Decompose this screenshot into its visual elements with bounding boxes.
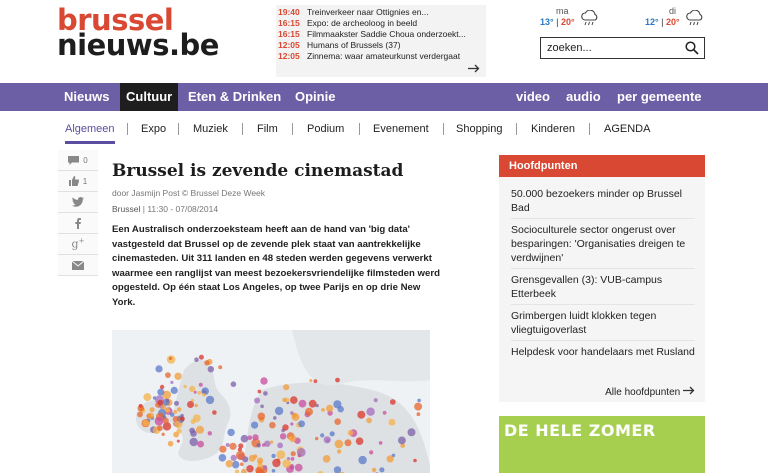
map-dot [180, 416, 185, 421]
ticker-text: Filmmaakster Saddie Choua onderzoekt... [307, 29, 466, 39]
weather-high: 20° [561, 17, 575, 27]
weather-day: ma [556, 6, 569, 16]
map-dot [345, 439, 352, 446]
map-dot [258, 390, 262, 394]
rain-cloud-icon [580, 10, 600, 26]
sub-navigation [57, 120, 705, 144]
map-dot [168, 441, 174, 447]
nav-item-per-gemeente[interactable]: per gemeente [617, 89, 702, 104]
map-dot [314, 379, 318, 383]
map-dot [290, 396, 298, 404]
subnav-divider [359, 123, 360, 135]
headline-item[interactable]: Helpdesk voor handelaars met Rusland [511, 346, 695, 358]
thumbs-up-icon [69, 176, 79, 186]
map-dot [165, 408, 170, 413]
ticker-text: Zinnema: waar amateurkunst verdergaat [307, 51, 461, 61]
map-dot [291, 457, 295, 461]
map-dot [163, 399, 170, 406]
map-dot [271, 454, 275, 458]
map-dot [219, 446, 226, 453]
article-title: Brussel is zevende cinemastad [112, 161, 404, 181]
map-dot [326, 439, 329, 442]
article-image-map [112, 330, 430, 473]
map-dot [262, 443, 266, 447]
comments-button[interactable] [58, 150, 98, 171]
map-dot [295, 464, 303, 472]
map-dot [240, 462, 244, 466]
map-dot [417, 412, 421, 416]
map-dot [231, 455, 237, 461]
map-dot [248, 435, 253, 440]
promo-banner[interactable] [499, 416, 705, 473]
map-dot [389, 419, 396, 426]
map-dot [270, 441, 273, 444]
map-dot [275, 407, 283, 415]
nav-item-video[interactable]: video [516, 89, 550, 104]
map-dot [157, 389, 164, 396]
subnav-item-kinderen[interactable]: Kinderen [531, 123, 576, 135]
all-headlines-label: Alle hoofdpunten [605, 387, 681, 398]
article-section-link[interactable]: Brussel [112, 204, 141, 214]
article-intro: Een Australisch onderzoeksteam heeft aan de hand van 'big data' vastgesteld dat Brussel op de zevende plek staat van aantrekkelijke cinemasteden. Uit 311 landen en 48 steden werden gegevens verwerkt waarmee een ranglijst van meest bezoekersvriendelijke filmsteden werd opgesteld. Op één staat Los Angeles, op twee Parijs en op drie New York. [112, 224, 440, 308]
ticker-item[interactable] [276, 18, 486, 29]
ticker-time: 19:40 [278, 7, 300, 17]
subnav-item-muziek[interactable]: Muziek [193, 123, 228, 135]
map-dot [292, 413, 300, 421]
map-dot [183, 385, 186, 388]
map-dot [143, 393, 151, 401]
map-dot [260, 377, 267, 384]
subnav-divider [178, 123, 179, 135]
ticker-text: Expo: de archeoloog in beeld [307, 18, 418, 28]
map-dot [272, 459, 280, 467]
map-dot [282, 459, 291, 468]
map-dot [282, 424, 288, 430]
map-dot [165, 372, 171, 378]
map-dot [251, 422, 258, 429]
map-dot [177, 407, 181, 411]
map-dot [387, 455, 394, 462]
map-dot [257, 458, 263, 464]
map-dot [194, 404, 198, 408]
map-dot [202, 393, 206, 397]
like-button[interactable] [58, 171, 98, 192]
arrow-right-icon[interactable] [468, 62, 480, 76]
europe-dot-map [112, 330, 430, 473]
map-dot [193, 414, 201, 422]
map-dot [204, 360, 209, 365]
map-dot [160, 385, 164, 389]
facebook-icon [75, 218, 81, 229]
weather-separator: | [556, 17, 559, 27]
map-dot [298, 420, 305, 427]
map-dot [194, 357, 199, 362]
map-dot [226, 443, 230, 447]
map-dot [309, 379, 312, 382]
map-dot [227, 429, 234, 436]
nav-item-eten-drinken[interactable]: Eten & Drinken [188, 89, 282, 104]
weather-low: 13° [540, 17, 554, 27]
meta-separator: | [142, 204, 145, 214]
promo-text: DE HELE ZOMER [504, 421, 656, 440]
main-navigation [0, 83, 768, 111]
article-byline: door Jasmijn Post © Brussel Deze Week [112, 188, 266, 198]
map-dot [236, 451, 245, 460]
map-dot [326, 405, 333, 412]
map-dot [253, 454, 257, 458]
map-dot [288, 437, 291, 440]
ticker-item[interactable] [276, 7, 486, 18]
headlines-panel [499, 155, 705, 402]
comments-count: 0 [83, 155, 88, 165]
map-dot [417, 399, 421, 403]
map-dot [155, 365, 162, 372]
map-dot [229, 443, 236, 450]
map-dot [334, 418, 341, 425]
headline-item[interactable]: Socioculturele sector ongerust over besparingen: 'Organisaties dreigen te verdwijnen' [511, 219, 695, 269]
article-meta [112, 204, 218, 214]
map-dot [241, 435, 249, 443]
weather-separator: | [661, 17, 664, 27]
map-dot [297, 448, 306, 457]
subnav-item-algemeen[interactable]: Algemeen [65, 120, 115, 144]
map-dot [269, 422, 276, 429]
map-dot [315, 437, 318, 440]
map-dot [323, 455, 331, 463]
map-dot [190, 430, 197, 437]
map-dot [337, 449, 341, 453]
map-dot [196, 426, 204, 434]
map-dot [199, 383, 203, 387]
map-dot [190, 438, 198, 446]
map-dot [390, 399, 396, 405]
ticker-time: 12:05 [278, 40, 300, 50]
map-dot [330, 431, 335, 436]
headlines-title: Hoofdpunten [499, 155, 705, 177]
ticker-item[interactable] [276, 51, 486, 62]
map-dot [348, 430, 354, 436]
headline-item[interactable]: 50.000 bezoekers minder op Brussel Bad [511, 183, 695, 219]
map-dot [338, 406, 344, 412]
subnav-item-shopping[interactable]: Shopping [456, 123, 503, 135]
search-box [540, 37, 705, 59]
subnav-item-expo[interactable]: Expo [141, 123, 167, 135]
map-dot [150, 407, 155, 412]
map-dot [157, 425, 163, 431]
map-dot [170, 413, 174, 417]
weather-forecast-day [645, 6, 705, 27]
news-ticker [276, 5, 486, 77]
likes-count: 1 [82, 176, 88, 186]
map-dot [335, 378, 340, 383]
map-dot [137, 412, 143, 418]
twitter-icon [72, 197, 84, 207]
mail-share-button[interactable] [58, 255, 98, 276]
map-dot [155, 417, 164, 426]
ticker-text: Treinverkeer naar Ottignies en... [307, 7, 429, 17]
map-dot [290, 422, 293, 425]
map-dot [208, 431, 212, 435]
weather-day: di [669, 6, 677, 16]
map-dot [143, 420, 150, 427]
logo-line-2: nieuws.be [57, 28, 219, 62]
map-dot [291, 451, 296, 456]
subnav-divider [127, 123, 128, 135]
search-input[interactable] [541, 38, 681, 58]
map-dot [277, 443, 283, 449]
map-dot [189, 386, 195, 392]
map-dot [379, 441, 383, 445]
map-dot [321, 408, 325, 412]
map-dot [258, 413, 266, 421]
map-dot [383, 411, 387, 415]
map-dot [413, 459, 417, 463]
map-dot [357, 411, 365, 419]
subnav-divider [443, 123, 444, 135]
map-dot [277, 450, 286, 459]
subnav-item-podium[interactable]: Podium [307, 123, 345, 135]
map-dot [263, 465, 268, 470]
rain-cloud-icon [685, 10, 705, 26]
comment-icon [68, 156, 79, 165]
map-dot [139, 404, 143, 408]
map-dot [305, 408, 313, 416]
map-dot [379, 467, 384, 472]
map-dot [320, 433, 324, 437]
headline-item[interactable]: Grimbergen luidt klokken tegen vliegtuigoverlast [511, 305, 695, 341]
map-dot [356, 437, 364, 445]
map-dot [260, 405, 264, 409]
map-dot [171, 387, 178, 394]
map-dot [169, 357, 172, 360]
map-dot [272, 469, 276, 473]
map-dot [226, 460, 233, 467]
map-dot [252, 434, 258, 440]
map-dot [232, 461, 240, 469]
map-dot [197, 391, 201, 395]
arrow-right-icon [683, 387, 695, 398]
map-dot [309, 400, 317, 408]
map-dot [163, 418, 169, 424]
weather-high: 20° [666, 17, 680, 27]
subnav-item-evenement[interactable]: Evenement [373, 123, 429, 135]
subnav-item-film[interactable]: Film [257, 123, 278, 135]
weather-forecast-day [540, 6, 600, 27]
map-dot [273, 416, 277, 420]
map-dot [176, 429, 181, 434]
article-datetime: 11:30 - 07/08/2014 [147, 204, 219, 214]
map-dot [358, 456, 366, 464]
nav-item-nieuws[interactable]: Nieuws [64, 89, 110, 104]
subnav-divider [589, 123, 590, 135]
map-dot [408, 428, 416, 436]
map-dot [263, 391, 268, 396]
headline-item[interactable]: Grensgevallen (3): VUB-campus Etterbeek [511, 269, 695, 305]
map-dot [206, 396, 214, 404]
search-icon[interactable] [685, 41, 699, 55]
map-dot [212, 410, 217, 415]
ticker-text: Humans of Brussels (37) [307, 40, 401, 50]
map-dot [170, 381, 173, 384]
subnav-divider [242, 123, 243, 135]
map-dot [174, 373, 181, 380]
map-dot [158, 400, 164, 406]
site-logo[interactable] [57, 3, 219, 62]
map-dot [187, 401, 194, 408]
map-dot [369, 450, 373, 454]
logo-line-1: brussel [57, 3, 174, 37]
map-dot [219, 454, 227, 462]
all-headlines-link[interactable] [605, 386, 695, 398]
ticker-item[interactable] [276, 29, 486, 40]
map-dot [153, 396, 156, 399]
map-dot [148, 413, 154, 419]
google-plus-share-button[interactable] [58, 234, 98, 255]
map-dot [374, 398, 378, 402]
map-dot [174, 421, 180, 427]
map-dot [299, 400, 307, 408]
map-dot [197, 441, 204, 448]
map-dot [398, 437, 406, 445]
map-dot [208, 366, 214, 372]
ticker-time: 12:05 [278, 51, 300, 61]
map-dot [174, 401, 179, 406]
map-dot [366, 408, 374, 416]
map-dot [335, 440, 344, 449]
subnav-divider [516, 123, 517, 135]
map-dot [257, 443, 261, 447]
nav-item-opinie[interactable]: Opinie [295, 89, 336, 104]
map-dot [372, 468, 376, 472]
map-dot [174, 410, 178, 414]
ticker-time: 16:15 [278, 29, 300, 39]
mail-icon [72, 261, 84, 270]
twitter-share-button[interactable] [58, 192, 98, 213]
google-plus-icon: g+ [71, 237, 85, 251]
map-dot [254, 398, 260, 404]
share-sidebar [58, 150, 98, 276]
map-dot [199, 355, 204, 360]
map-dot [231, 381, 237, 387]
nav-item-cultuur[interactable]: Cultuur [120, 83, 178, 111]
facebook-share-button[interactable] [58, 213, 98, 234]
map-dot [282, 398, 286, 402]
ticker-time: 16:15 [278, 18, 300, 28]
subnav-item-agenda[interactable]: AGENDA [604, 123, 651, 135]
map-dot [162, 433, 165, 436]
ticker-item[interactable] [276, 40, 486, 51]
nav-item-audio[interactable]: audio [566, 89, 601, 104]
map-dot [246, 465, 253, 472]
map-dot [283, 384, 289, 390]
subnav-divider [292, 123, 293, 135]
map-dot [280, 433, 286, 439]
map-dot [177, 440, 180, 443]
weather-low: 12° [645, 17, 659, 27]
map-dot [218, 365, 222, 369]
map-dot [366, 418, 372, 424]
map-dot [414, 403, 422, 411]
